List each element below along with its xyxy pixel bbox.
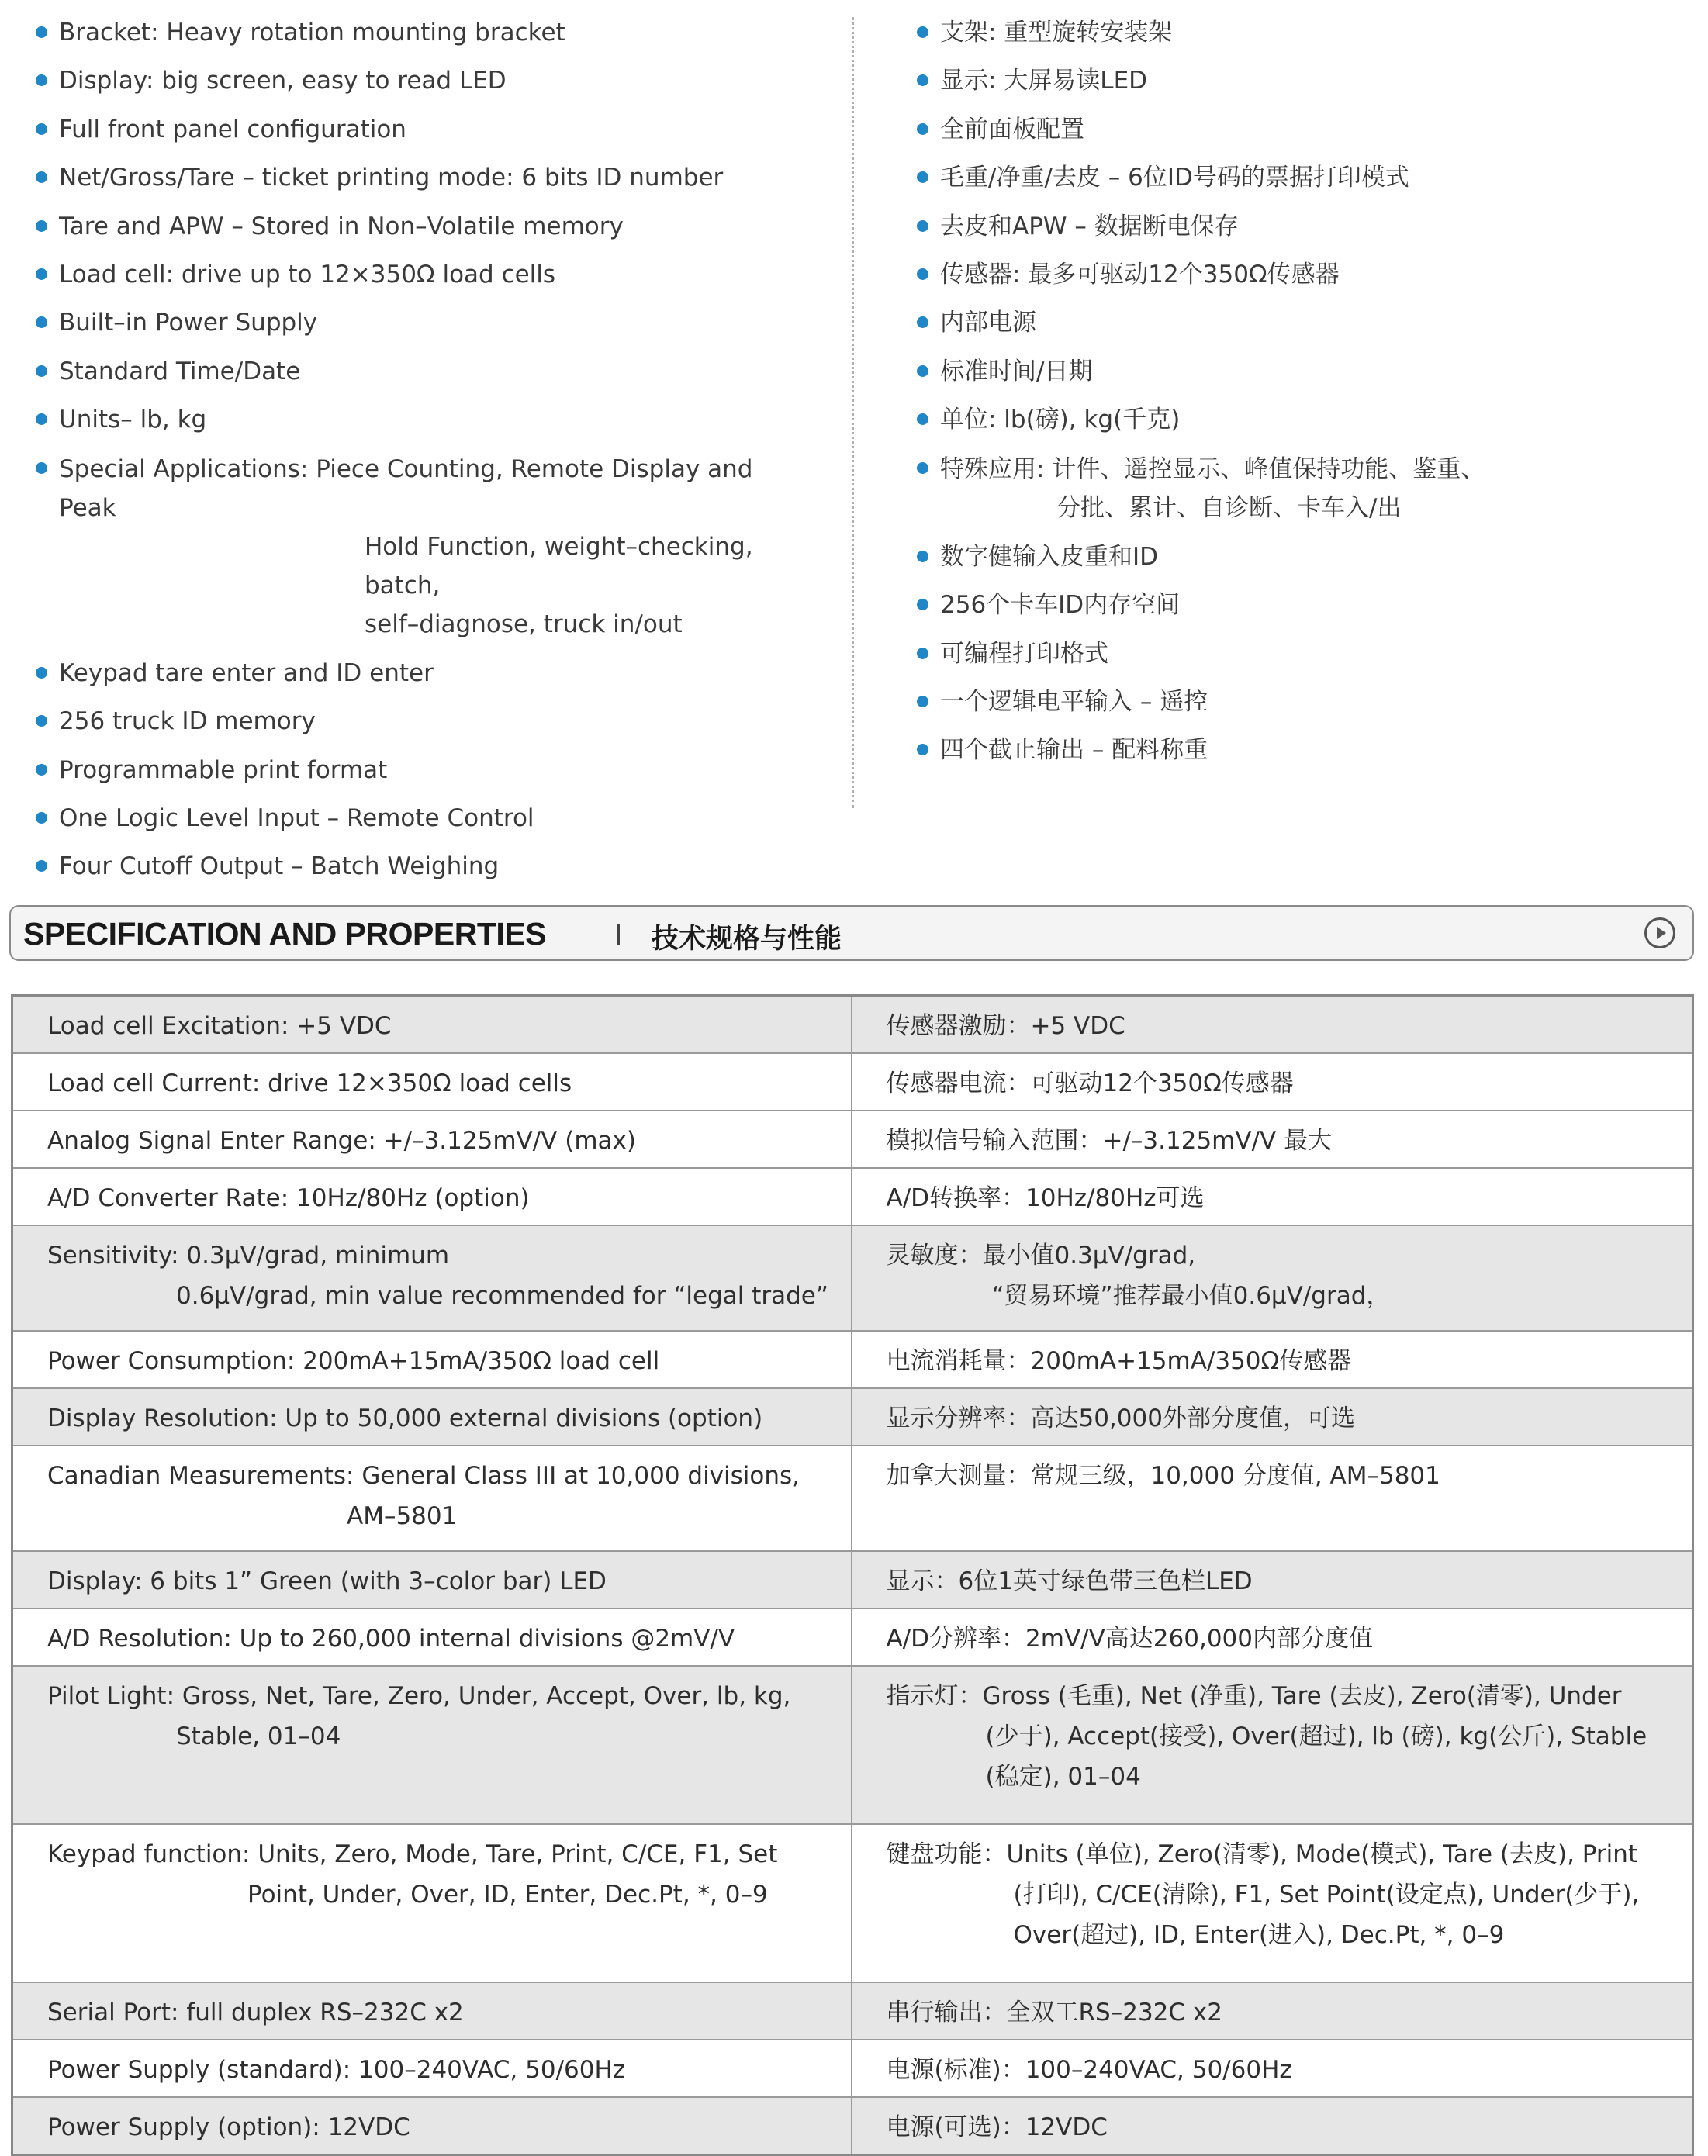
spec-cell-zh bbox=[852, 1666, 1693, 1824]
spec-row bbox=[12, 1824, 1693, 1982]
feature-text: Display: big screen, easy to read LED bbox=[59, 67, 507, 95]
feature-list-chinese bbox=[915, 14, 1660, 780]
spec-text-zh: 加拿大测量：常规三级，10,000 分度值, AM–5801 bbox=[886, 1462, 1440, 1490]
feature-text-continued: self–diagnose, truck in/out bbox=[365, 610, 683, 638]
spec-text-en: Display: 6 bits 1” Green (with 3–color bar) LED bbox=[47, 1567, 607, 1595]
spec-row bbox=[12, 1053, 1693, 1111]
spec-cell-en bbox=[12, 1168, 852, 1225]
feature-item bbox=[915, 111, 1660, 148]
feature-item bbox=[915, 450, 1660, 527]
spec-text-zh: 传感器电流：可驱动12个350Ω传感器 bbox=[886, 1069, 1294, 1097]
feature-text: 内部电源 bbox=[940, 309, 1036, 337]
feature-text: 传感器: 最多可驱动12个350Ω传感器 bbox=[940, 260, 1340, 289]
feature-text: 全前面板配置 bbox=[940, 115, 1084, 143]
feature-text: 单位: lb(磅), kg(千克) bbox=[940, 406, 1181, 434]
feature-text: Keypad tare enter and ID enter bbox=[59, 658, 434, 687]
spec-text-zh: 电源(标准)：100–240VAC, 50/60Hz bbox=[886, 2056, 1292, 2084]
spec-cell-zh bbox=[852, 1111, 1693, 1168]
spec-row bbox=[12, 1666, 1693, 1824]
spec-text-zh: (打印), C/CE(清除), F1, Set Point(设定点), Under(少于), bbox=[1013, 1881, 1640, 1909]
spec-text-zh: 键盘功能：Units (单位), Zero(清零), Mode(模式), Tare (去皮), Print bbox=[886, 1840, 1638, 1868]
spec-text-zh: 电流消耗量：200mA+15mA/350Ω传感器 bbox=[886, 1347, 1352, 1375]
feature-item bbox=[34, 703, 810, 740]
feature-text: Net/Gross/Tare – ticket printing mode: 6 bits ID number bbox=[59, 164, 724, 192]
spec-cell-zh bbox=[852, 1608, 1693, 1666]
feature-item bbox=[915, 538, 1660, 575]
feature-text: 可编程打印格式 bbox=[940, 639, 1108, 668]
spec-text-en: A/D Resolution: Up to 260,000 internal divisions @2mV/V bbox=[47, 1625, 735, 1653]
feature-item bbox=[915, 208, 1660, 245]
feature-text: 支架: 重型旋转安装架 bbox=[940, 19, 1173, 47]
spec-cell-zh bbox=[852, 1824, 1693, 1982]
feature-item bbox=[915, 683, 1660, 720]
spec-row bbox=[12, 2097, 1693, 2155]
feature-text: Four Cutoff Output – Batch Weighing bbox=[59, 852, 500, 881]
column-divider bbox=[852, 17, 854, 808]
feature-text: 毛重/净重/去皮 – 6位ID号码的票据打印模式 bbox=[940, 164, 1409, 192]
feature-item bbox=[34, 208, 810, 245]
feature-list-english bbox=[34, 14, 810, 897]
feature-text: 一个逻辑电平输入 – 遥控 bbox=[940, 688, 1208, 717]
spec-text-zh: 显示：6位1英寸绿色带三色栏LED bbox=[886, 1567, 1253, 1595]
spec-text-zh: (少于), Accept(接受), Over(超过), lb (磅), kg(公斤), Stable bbox=[985, 1722, 1647, 1750]
feature-item bbox=[34, 655, 810, 692]
spec-text-zh: 模拟信号输入范围：+/–3.125mV/V 最大 bbox=[886, 1127, 1333, 1155]
spec-text-en: Canadian Measurements: General Class III at 10,000 divisions, bbox=[47, 1462, 800, 1490]
spec-text-en: Power Supply (option): 12VDC bbox=[47, 2113, 410, 2141]
feature-text: 四个截止输出 – 配料称重 bbox=[940, 736, 1208, 765]
feature-item bbox=[34, 751, 810, 789]
spec-text-en: A/D Converter Rate: 10Hz/80Hz (option) bbox=[47, 1184, 530, 1212]
feature-text: Full front panel configuration bbox=[59, 115, 406, 143]
spec-text-zh: 灵敏度：最小值0.3μV/grad, bbox=[886, 1242, 1196, 1270]
spec-text-en: Load cell Current: drive 12×350Ω load cells bbox=[47, 1069, 572, 1097]
spec-text-en: Serial Port: full duplex RS–232C x2 bbox=[47, 1999, 464, 2026]
spec-text-zh: 电源(可选)：12VDC bbox=[886, 2113, 1108, 2141]
feature-text: 标准时间/日期 bbox=[940, 357, 1093, 385]
spec-cell-en bbox=[12, 1824, 852, 1982]
spec-cell-en bbox=[12, 1551, 852, 1608]
feature-text: Programmable print format bbox=[59, 755, 388, 784]
spec-text-en: Sensitivity: 0.3μV/grad, minimum bbox=[47, 1242, 450, 1270]
spec-cell-en bbox=[12, 1982, 852, 2040]
section-title-en: SPECIFICATION AND PROPERTIES bbox=[23, 916, 546, 952]
spec-text-en: 0.6μV/grad, min value recommended for “legal trade” bbox=[176, 1282, 828, 1310]
spec-text-zh: (稳定), 01–04 bbox=[985, 1763, 1141, 1791]
spec-row bbox=[12, 996, 1693, 1054]
feature-text: 去皮和APW – 数据断电保存 bbox=[940, 212, 1239, 240]
spec-row bbox=[12, 2040, 1693, 2097]
spec-text-en: Load cell Excitation: +5 VDC bbox=[47, 1012, 392, 1040]
feature-text: 256 truck ID memory bbox=[59, 707, 316, 736]
feature-text: One Logic Level Input – Remote Control bbox=[59, 804, 534, 833]
feature-item bbox=[915, 586, 1660, 624]
feature-text: Standard Time/Date bbox=[59, 357, 301, 385]
spec-row bbox=[12, 1551, 1693, 1608]
spec-text-en: Point, Under, Over, ID, Enter, Dec.Pt, *, 0–9 bbox=[247, 1881, 768, 1909]
feature-item bbox=[34, 14, 810, 51]
feature-item bbox=[915, 731, 1660, 769]
feature-item bbox=[34, 62, 810, 99]
spec-cell-en bbox=[12, 1053, 852, 1111]
feature-text: Tare and APW – Stored in Non–Volatile memory bbox=[59, 212, 624, 240]
spec-cell-zh bbox=[852, 1168, 1693, 1225]
feature-lists bbox=[0, 0, 1708, 881]
spec-text-en: Power Consumption: 200mA+15mA/350Ω load cell bbox=[47, 1347, 660, 1375]
spec-row bbox=[12, 1111, 1693, 1168]
feature-text-continued: Hold Function, weight–checking, batch, bbox=[365, 532, 753, 599]
spec-row bbox=[12, 1331, 1693, 1388]
feature-item bbox=[34, 111, 810, 148]
spec-row bbox=[12, 1225, 1693, 1331]
feature-list-zh bbox=[915, 14, 1660, 769]
title-separator bbox=[617, 924, 620, 945]
feature-item bbox=[915, 159, 1660, 196]
spec-text-en: Display Resolution: Up to 50,000 external divisions (option) bbox=[47, 1405, 763, 1432]
feature-item bbox=[34, 401, 810, 438]
feature-text-continued: 分批、累计、自诊断、卡车入/出 bbox=[1056, 493, 1402, 522]
feature-item bbox=[915, 14, 1660, 51]
spec-cell-en bbox=[12, 1388, 852, 1446]
spec-cell-en bbox=[12, 2040, 852, 2097]
spec-row bbox=[12, 1388, 1693, 1446]
feature-text: Units– lb, kg bbox=[59, 406, 207, 434]
spec-text-zh: 显示分辨率：高达50,000外部分度值，可选 bbox=[886, 1405, 1355, 1432]
spec-text-zh: 传感器激励：+5 VDC bbox=[886, 1012, 1125, 1040]
feature-text: 显示: 大屏易读LED bbox=[940, 67, 1148, 95]
spec-cell-en bbox=[12, 2097, 852, 2155]
feature-text: Bracket: Heavy rotation mounting bracket bbox=[59, 19, 565, 47]
spec-text-en: AM–5801 bbox=[347, 1502, 458, 1530]
spec-text-en: Power Supply (standard): 100–240VAC, 50/60Hz bbox=[47, 2056, 626, 2084]
feature-item bbox=[34, 256, 810, 293]
feature-item bbox=[34, 848, 810, 885]
feature-text: Built–in Power Supply bbox=[59, 309, 318, 337]
feature-text: 数字健输入皮重和ID bbox=[940, 542, 1159, 571]
spec-cell-zh bbox=[852, 1446, 1693, 1551]
spec-cell-en bbox=[12, 1666, 852, 1824]
spec-cell-zh bbox=[852, 2040, 1693, 2097]
spec-cell-en bbox=[12, 1225, 852, 1331]
spec-cell-zh bbox=[852, 996, 1693, 1054]
spec-text-zh: A/D分辨率：2mV/V高达260,000内部分度值 bbox=[886, 1625, 1373, 1653]
spec-cell-en bbox=[12, 1331, 852, 1388]
feature-text: 特殊应用: 计件、遥控显示、峰值保持功能、鉴重、 bbox=[940, 454, 1485, 483]
feature-item bbox=[34, 800, 810, 837]
spec-text-en: Analog Signal Enter Range: +/–3.125mV/V (max) bbox=[47, 1127, 636, 1155]
feature-item bbox=[34, 353, 810, 390]
play-icon[interactable] bbox=[1644, 917, 1675, 948]
spec-row bbox=[12, 1168, 1693, 1225]
section-header bbox=[9, 905, 1694, 961]
section-title-zh: 技术规格与性能 bbox=[652, 924, 842, 955]
feature-item bbox=[915, 304, 1660, 341]
spec-text-zh: 串行输出：全双工RS–232C x2 bbox=[886, 1999, 1222, 2026]
spec-cell-zh bbox=[852, 1388, 1693, 1446]
spec-text-en: Keypad function: Units, Zero, Mode, Tare, Print, C/CE, F1, Set bbox=[47, 1840, 778, 1868]
spec-cell-zh bbox=[852, 1225, 1693, 1331]
feature-item bbox=[915, 353, 1660, 390]
spec-text-zh: 指示灯：Gross (毛重), Net (净重), Tare (去皮), Zero(清零), Under bbox=[886, 1682, 1622, 1710]
spec-table bbox=[11, 994, 1694, 2156]
spec-text-en: Stable, 01–04 bbox=[176, 1722, 341, 1750]
spec-text-zh: Over(超过), ID, Enter(进入), Dec.Pt, *, 0–9 bbox=[1013, 1921, 1505, 1949]
feature-item bbox=[915, 635, 1660, 672]
feature-item bbox=[915, 401, 1660, 438]
feature-list-en bbox=[34, 14, 810, 885]
spec-text-en: Pilot Light: Gross, Net, Tare, Zero, Under, Accept, Over, lb, kg, bbox=[47, 1682, 791, 1710]
spec-cell-en bbox=[12, 1446, 852, 1551]
spec-text-zh: A/D转换率：10Hz/80Hz可选 bbox=[886, 1184, 1205, 1212]
spec-cell-zh bbox=[852, 1551, 1693, 1608]
feature-item bbox=[915, 62, 1660, 99]
feature-item bbox=[34, 450, 810, 644]
feature-text: 256个卡车ID内存空间 bbox=[940, 591, 1181, 620]
feature-item bbox=[34, 159, 810, 196]
feature-text: Special Applications: Piece Counting, Remote Display and Peak bbox=[59, 454, 753, 522]
spec-cell-zh bbox=[852, 1053, 1693, 1111]
spec-cell-en bbox=[12, 1608, 852, 1666]
spec-cell-zh bbox=[852, 1331, 1693, 1388]
spec-row bbox=[12, 1982, 1693, 2040]
spec-cell-zh bbox=[852, 1982, 1693, 2040]
spec-row bbox=[12, 1446, 1693, 1551]
feature-text: Load cell: drive up to 12×350Ω load cells bbox=[59, 260, 556, 289]
spec-text-zh: “贸易环境”推荐最小值0.6μV/grad， bbox=[991, 1282, 1391, 1310]
feature-item bbox=[34, 304, 810, 341]
spec-cell-en bbox=[12, 1111, 852, 1168]
feature-item bbox=[915, 256, 1660, 293]
spec-row bbox=[12, 1608, 1693, 1666]
spec-cell-zh bbox=[852, 2097, 1693, 2155]
spec-cell-en bbox=[12, 996, 852, 1054]
